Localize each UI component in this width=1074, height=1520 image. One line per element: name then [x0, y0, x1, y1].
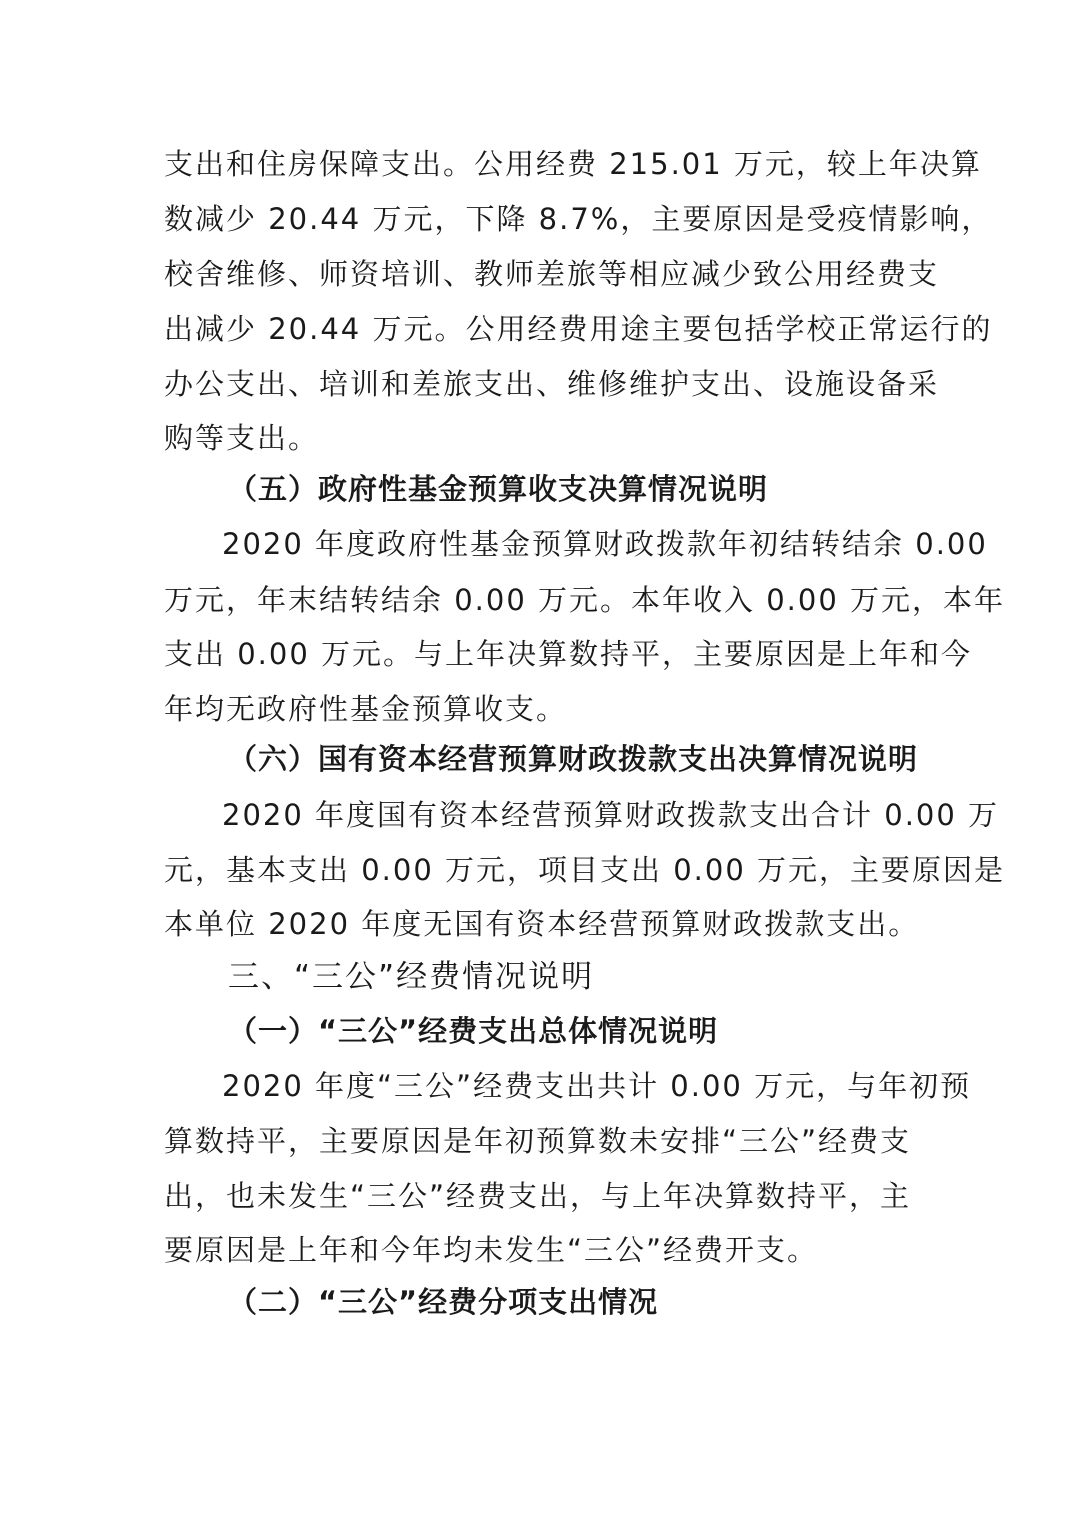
paragraph-line: 办公支出、培训和差旅支出、维修维护支出、设施设备采: [164, 367, 940, 401]
section-heading-6: （六）国有资本经营预算财政拨款支出决算情况说明: [228, 742, 919, 776]
paragraph-line: 年均无政府性基金预算收支。: [164, 692, 568, 726]
section-heading-1: （一）“三公”经费支出总体情况说明: [228, 1014, 719, 1048]
paragraph-line: 出，也未发生“三公”经费支出，与上年决算数持平，主: [164, 1179, 912, 1213]
paragraph-line: 元，基本支出 0.00 万元，项目支出 0.00 万元，主要原因是: [164, 853, 1006, 887]
paragraph-line: 2020 年度国有资本经营预算财政拨款支出合计 0.00 万: [222, 798, 1000, 832]
chapter-heading-3: 三、“三公”经费情况说明: [228, 959, 595, 995]
paragraph-line: 算数持平，主要原因是年初预算数未安排“三公”经费支: [164, 1124, 912, 1158]
section-heading-2: （二）“三公”经费分项支出情况: [228, 1285, 659, 1319]
paragraph-line: 2020 年度“三公”经费支出共计 0.00 万元，与年初预: [222, 1069, 972, 1103]
paragraph-line: 支出 0.00 万元。与上年决算数持平，主要原因是上年和今: [164, 637, 973, 671]
paragraph-line: 购等支出。: [164, 421, 320, 455]
paragraph-line: 2020 年度政府性基金预算财政拨款年初结转结余 0.00: [222, 527, 988, 561]
paragraph-line: 数减少 20.44 万元，下降 8.7%，主要原因是受疫情影响，: [164, 202, 993, 236]
section-heading-5: （五）政府性基金预算收支决算情况说明: [228, 472, 769, 506]
paragraph-line: 支出和住房保障支出。公用经费 215.01 万元，较上年决算: [164, 147, 982, 181]
paragraph-line: 出减少 20.44 万元。公用经费用途主要包括学校正常运行的: [164, 312, 993, 346]
paragraph-line: 要原因是上年和今年均未发生“三公”经费开支。: [164, 1233, 819, 1267]
paragraph-line: 校舍维修、师资培训、教师差旅等相应减少致公用经费支: [164, 257, 940, 291]
paragraph-line: 本单位 2020 年度无国有资本经营预算财政拨款支出。: [164, 907, 920, 941]
paragraph-line: 万元，年末结转结余 0.00 万元。本年收入 0.00 万元，本年: [164, 583, 1006, 617]
